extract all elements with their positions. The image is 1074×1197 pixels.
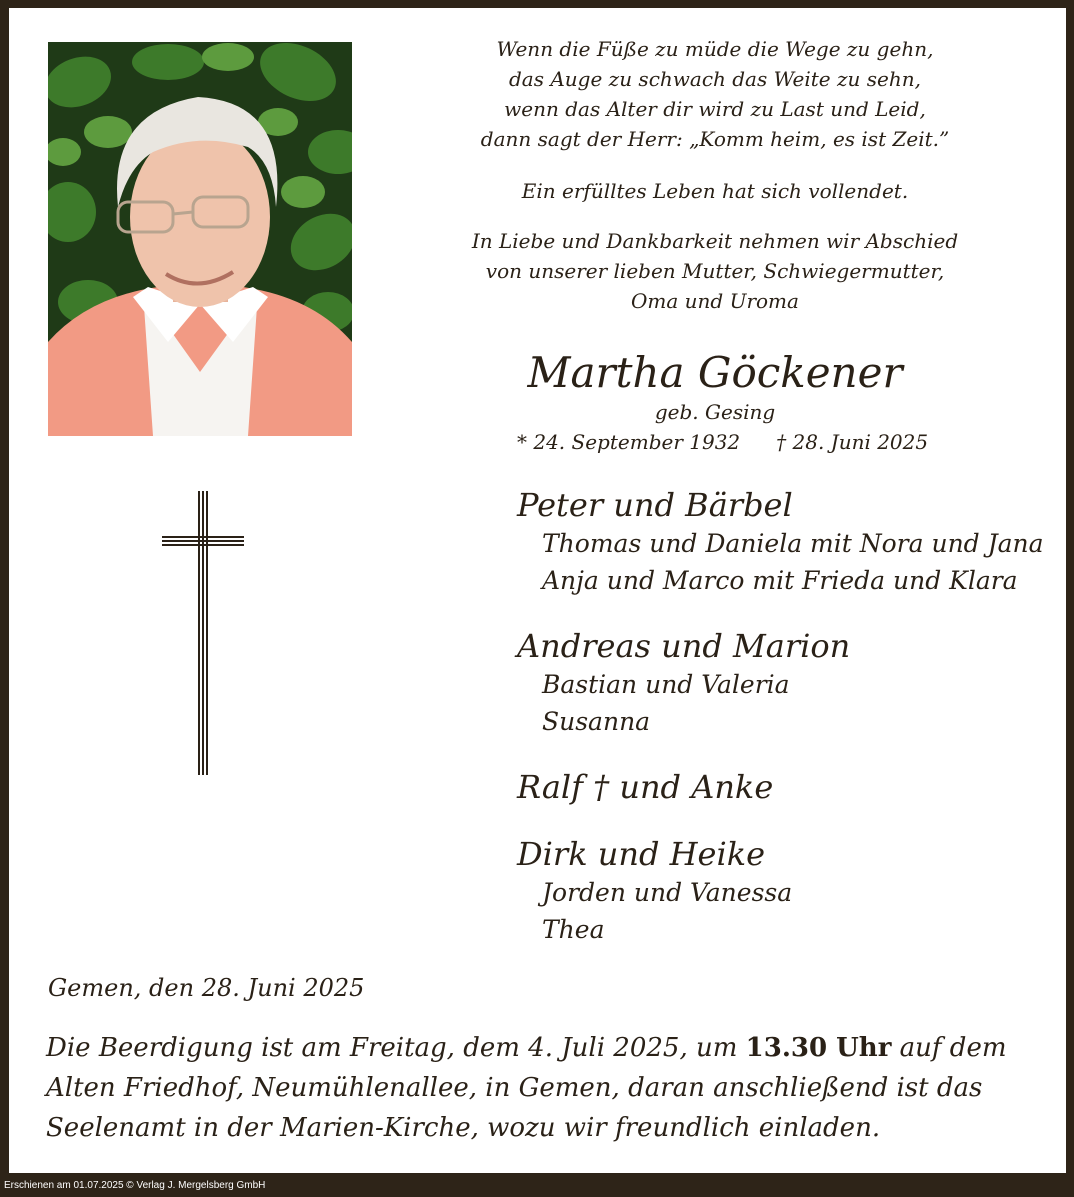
funeral-info — [46, 1028, 1046, 1148]
funeral-text: Die Beerdigung ist am Freitag, dem 4. Juli 2025, um — [46, 1033, 746, 1063]
family-children: Susanna — [542, 707, 651, 736]
family-parents: Ralf † und Anke — [517, 768, 774, 806]
obituary-notice — [9, 8, 1066, 1173]
family-children: Anja und Marco mit Frieda und Klara — [542, 566, 1018, 595]
life-dates — [517, 428, 928, 456]
family-group — [517, 834, 792, 948]
deceased-name: Martha Göckener — [527, 348, 903, 397]
family-children: Thea — [542, 915, 605, 944]
funeral-line: Seelenamt in der Marien-Kirche, wozu wir freundlich einladen. — [46, 1113, 881, 1143]
funeral-line — [46, 1028, 1046, 1068]
death-date: † 28. Juni 2025 — [776, 430, 929, 454]
place-date: Gemen, den 28. Juni 2025 — [48, 974, 365, 1002]
cross-icon — [162, 491, 246, 776]
poem-line: Wenn die Füße zu müde die Wege zu gehn, — [496, 37, 934, 61]
family-group — [517, 626, 850, 740]
poem-line: dann sagt der Herr: „Komm heim, es ist Zeit.” — [480, 127, 950, 151]
portrait-photo — [48, 42, 352, 436]
birth-name: geb. Gesing — [654, 400, 776, 424]
family-children: Thomas und Daniela mit Nora und Jana — [542, 529, 1044, 558]
funeral-line: Alten Friedhof, Neumühlenallee, in Gemen, daran anschließend ist das — [46, 1073, 983, 1103]
family-children: Jorden und Vanessa — [542, 878, 793, 907]
poem-line: das Auge zu schwach das Weite zu sehn, — [508, 67, 921, 91]
family-group — [517, 767, 773, 807]
birth-date: * 24. September 1932 — [517, 430, 741, 454]
poem-block — [409, 34, 1021, 316]
funeral-time: 13.30 Uhr — [745, 1033, 892, 1063]
farewell-line: von unserer lieben Mutter, Schwiegermutter, — [485, 259, 945, 283]
publisher-footer: Erschienen am 01.07.2025 © Verlag J. Mergelsberg GmbH — [4, 1180, 266, 1191]
poem-line: wenn das Alter dir wird zu Last und Leid, — [504, 97, 926, 121]
family-parents: Dirk und Heike — [517, 835, 766, 873]
family-children: Bastian und Valeria — [542, 670, 790, 699]
family-group — [517, 485, 1044, 599]
fulfilled-line: Ein erfülltes Leben hat sich vollendet. — [521, 179, 909, 203]
funeral-text: auf dem — [891, 1033, 1007, 1063]
farewell-line: In Liebe und Dankbarkeit nehmen wir Abschied — [471, 229, 959, 253]
family-parents: Peter und Bärbel — [517, 486, 793, 524]
family-parents: Andreas und Marion — [517, 627, 851, 665]
farewell-line: Oma und Uroma — [631, 289, 799, 313]
portrait-image — [48, 42, 352, 436]
